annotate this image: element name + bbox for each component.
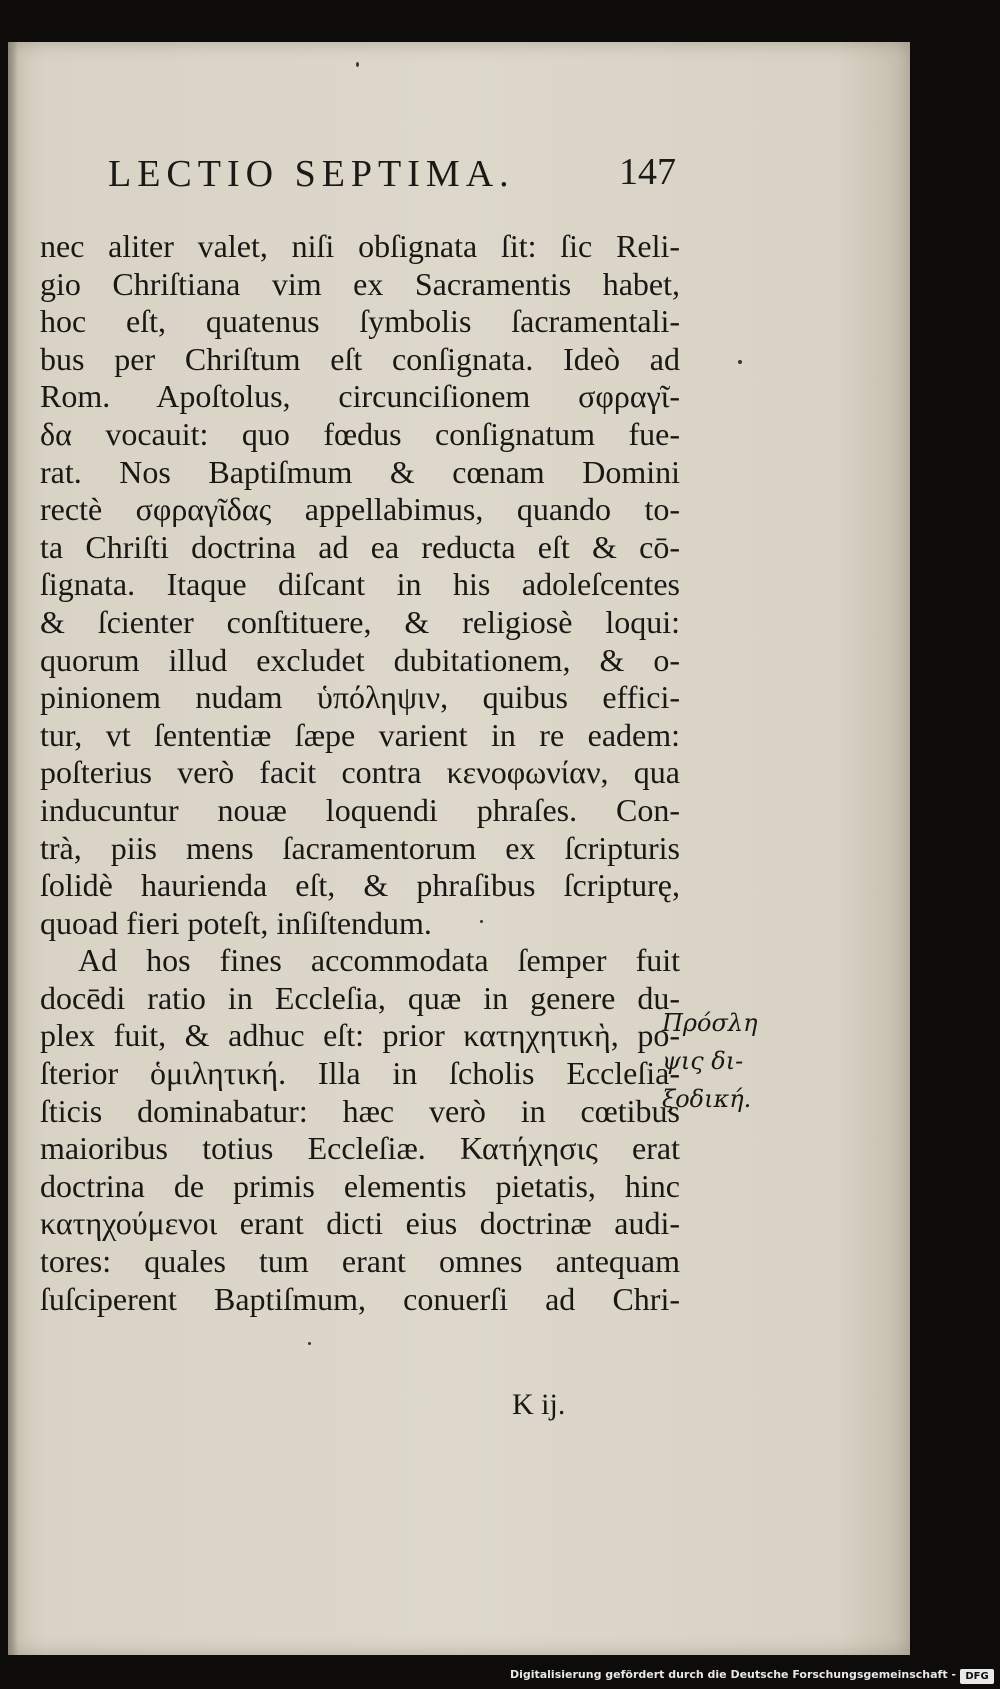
text-line: tur, vt ſententiæ ſæpe varient in re eadem: [40,716,680,753]
body-text [40,228,680,1318]
text-line: doctrina de primis elementis pietatis, hinc [40,1167,680,1204]
text-line: trà, piis mens ſacramentorum ex ſcripturis [40,829,680,866]
text-line: inducuntur nouæ loquendi phraſes. Con- [40,791,680,828]
dfg-logo: DFG [960,1669,994,1684]
footer-credit: Digitalisierung gefördert durch die Deutsche Forschungsgemeinschaft - [509,1668,956,1681]
paper-speck [356,62,359,67]
page-header [108,134,688,204]
page-gutter-shadow [8,42,18,1655]
text-line: Rom. Apoſtolus, circunciſionem σφραγῖ- [40,378,680,415]
text-line: maioribus totius Eccleſiæ. Κατήχησις erat [40,1130,680,1167]
text-line: rectè σφραγῖδας appellabimus, quando to- [40,491,680,528]
text-line: tores: quales tum erant omnes antequam [40,1243,680,1280]
paper-speck [480,920,483,923]
paragraph-start-line: Ad hos fines accommodata ſemper fuit [78,942,680,979]
text-line: gio Chriſtiana vim ex Sacramentis habet, [40,265,680,302]
paper-speck [738,360,742,364]
page-number: 147 [619,151,676,193]
marginal-note-line: ψις δι- [662,1047,744,1075]
text-line: bus per Chriſtum eſt conſignata. Ideò ad [40,340,680,377]
text-line: docēdi ratio in Eccleſia, quæ in genere du- [40,979,680,1016]
signature-mark: K ij. [512,1388,566,1421]
footer-bar [0,1665,1000,1689]
text-line: poſterius verò facit contra κενοφωνίαν, qua [40,754,680,791]
text-line: quorum illud excludet dubitationem, & o- [40,641,680,678]
text-line: δα vocauit: quo fœdus conſignatum fue- [40,415,680,452]
text-line: & ſcienter conſtituere, & religiosè loqui: [40,603,680,640]
text-line: ſolidè haurienda eſt, & phraſibus ſcripturę, [40,867,680,904]
text-line: pinionem nudam ὑπόληψιν, quibus effici- [40,679,680,716]
text-line: ſuſciperent Baptiſmum, conuerſi ad Chri- [40,1280,680,1317]
text-line: rat. Nos Baptiſmum & cœnam Domini [40,453,680,490]
text-line: nec aliter valet, niſi obſignata ſit: ſic Reli- [40,228,680,264]
text-line: ſignata. Itaque diſcant in his adoleſcentes [40,566,680,603]
text-line: quoad fieri poteſt, inſiſtendum. [40,904,432,941]
text-line: ſterior ὁμιλητική. Illa in ſcholis Eccleſia- [40,1055,680,1092]
text-line: plex fuit, & adhuc eſt: prior κατηχητικὴ, po- [40,1017,680,1054]
marginal-note-line: ξοδική. [662,1085,752,1113]
text-line: ta Chriſti doctrina ad ea reducta eſt & cō- [40,528,680,565]
book-page [8,42,910,1655]
paper-speck [308,1342,311,1345]
marginal-note-line: Πρόσλη [662,1009,758,1037]
text-line: ſticis dominabatur: hæc verò in cœtibus [40,1092,680,1129]
text-line: hoc eſt, quatenus ſymbolis ſacramentali- [40,303,680,340]
marginal-note [662,1004,782,1118]
running-title: LECTIO SEPTIMA. [108,153,515,195]
text-line: κατηχούμενοι erant dicti eius doctrinæ audi- [40,1205,680,1242]
